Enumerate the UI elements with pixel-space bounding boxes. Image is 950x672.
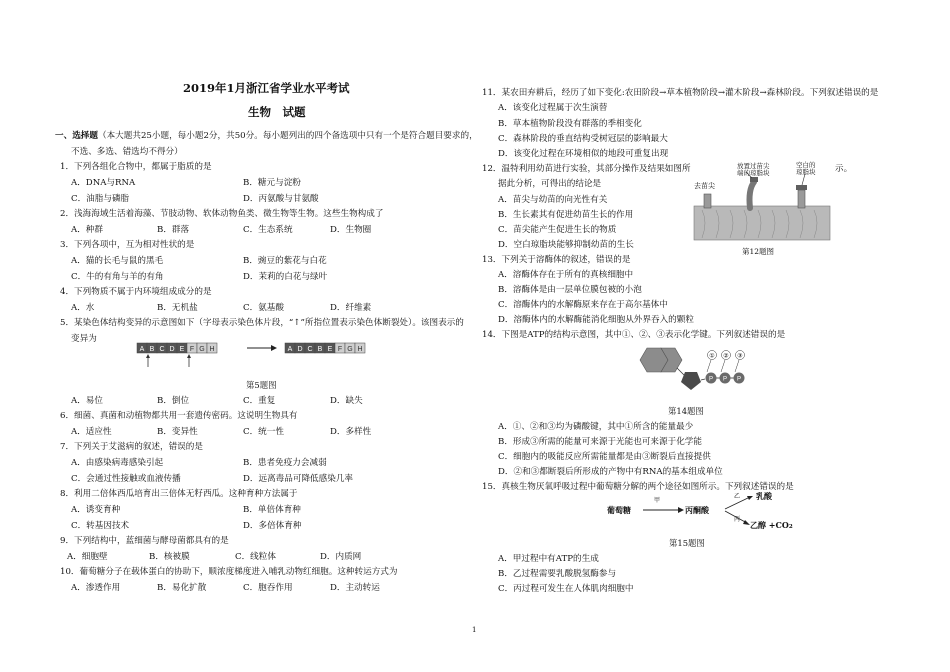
chrom-after-label-H: H (357, 346, 363, 353)
q5-stem-2: 变异为 (71, 334, 97, 344)
chrom-after-label-D: D (297, 346, 303, 353)
q10-option-b: B．易化扩散 (157, 583, 207, 593)
q13-option-c: C．溶酶体内的水解酶原来存在于高尔基体中 (498, 300, 668, 310)
q1-option-c: C．油脂与磷脂 (71, 194, 130, 204)
q2-option-a: A．种群 (71, 225, 103, 235)
q15-option-a: A．甲过程中有ATP的生成 (498, 554, 599, 564)
seedling-3 (798, 190, 805, 208)
q4-option-a: A．水 (71, 303, 95, 313)
q5-option-c: C．重复 (243, 396, 276, 406)
q7-option-a: A．由感染病毒感染引起 (71, 458, 164, 468)
label-agar-with-tip: 放置过苗尖 端的琼脂块 (737, 162, 770, 178)
label-lactic-acid: 乳酸 (756, 491, 772, 501)
page-number: 1 (472, 626, 477, 634)
q12-option-b: B．生长素其有促进幼苗生长的作用 (498, 210, 634, 220)
q3-option-b: B．豌豆的紫花与白花 (243, 256, 327, 266)
label-bing: 丙 (734, 516, 741, 523)
q7-option-b: B．患者免疫力会减弱 (243, 458, 327, 468)
transform-arrow (247, 345, 277, 351)
chrom-after-label-B: B (317, 346, 323, 353)
q8-option-a: A．诱变育种 (71, 505, 121, 515)
seedling-2 (750, 182, 755, 208)
q4-option-d: D．纤维素 (330, 303, 372, 313)
q5-option-a: A．易位 (71, 396, 103, 406)
q9-option-a: A．细胞壁 (67, 552, 108, 562)
atp-ribose (681, 372, 701, 390)
q10-option-c: C．胞吞作用 (243, 583, 293, 593)
bond-label-3: ③ (737, 352, 743, 360)
q2-option-c: C．生态系统 (243, 225, 293, 235)
q5-option-b: B．倒位 (157, 396, 190, 406)
chrom-before-label-B: B (149, 346, 155, 353)
q12-stem-end: 示。 (835, 164, 853, 174)
chrom-before-label-H: H (209, 346, 215, 353)
q11-option-a: A．该变化过程属于次生演替 (498, 103, 608, 113)
q12-caption: 第12题图 (742, 247, 775, 256)
q13-stem: 13．下列关于溶酶体的叙述，错误的是 (482, 255, 631, 265)
q14-option-a: A．①、②和③均为磷酸键，其中①所含的能量最少 (498, 422, 694, 432)
q6-option-b: B．变异性 (157, 427, 198, 437)
q12-option-a: A．苗尖与幼苗的向光性有关 (498, 195, 608, 205)
chrom-after-label-G: G (347, 346, 353, 353)
chrom-before-label-C: C (159, 346, 165, 353)
q9-option-b: B．核被膜 (149, 552, 190, 562)
label-pyruvate: 丙酮酸 (685, 505, 709, 515)
chrom-after-label-A: A (287, 346, 293, 353)
q8-stem: 8．利用二倍体西瓜培育出三倍体无籽西瓜。这种育种方法属于 (60, 489, 298, 499)
q12-option-c: C．苗尖能产生促进生长的物质 (498, 225, 617, 235)
atp-figure (625, 342, 755, 398)
section1-heading-line (55, 132, 478, 141)
q1-option-a: A．DNA与RNA (71, 178, 136, 188)
q8-option-d: D．多倍体育种 (243, 521, 302, 531)
chrom-before-label-A: A (139, 346, 145, 353)
q6-option-c: C．统一性 (243, 427, 284, 437)
section1-heading: 一、选择题 (55, 131, 98, 141)
q15-caption: 第15题图 (669, 538, 705, 548)
q4-stem: 4．下列物质不属于内环境组成成分的是 (60, 287, 212, 297)
section1-instructions: （本大题共25小题，每小题2分，共50分。每小题列出的四个备选项中只有一个是符合题目要求的， (97, 131, 478, 141)
q5-stem: 5．某染色体结构变异的示意图如下（字母表示染色体片段，“↑”所指位置表示染色体断裂处）。该图表示的 (60, 318, 464, 328)
q4-option-b: B．无机盐 (157, 303, 198, 313)
chrom-after-label-C: C (307, 346, 313, 353)
phosphate-chain (706, 351, 745, 384)
phosphate-label-1: P (708, 376, 714, 383)
q1-stem: 1．下列各组化合物中，都属于脂质的是 (60, 162, 212, 172)
phosphate-label-2: P (722, 376, 728, 383)
q7-option-c: C．会通过性接触或血液传播 (71, 474, 181, 484)
q13-option-b: B．溶酶体是由一层单位膜包被的小泡 (498, 285, 642, 295)
label-blank-agar: 空白的 琼脂块 (796, 161, 816, 177)
q5-option-d: D．缺失 (330, 396, 363, 406)
q8-option-c: C．转基因技术 (71, 521, 130, 531)
q2-option-b: B．群落 (157, 225, 190, 235)
q10-option-d: D．主动转运 (330, 583, 380, 593)
subject-title: 生物 试题 (248, 105, 306, 119)
q11-option-c: C．森林阶段的垂直结构受树冠层的影响最大 (498, 134, 668, 144)
q6-stem: 6．细菌、真菌和动植物都共用一套遗传密码。这说明生物具有 (60, 411, 298, 421)
q5-caption: 第5题图 (246, 380, 277, 390)
q9-option-d: D．内质网 (320, 552, 362, 562)
q3-option-a: A．猫的长毛与鼠的黑毛 (71, 256, 164, 266)
q6-option-a: A．适应性 (71, 427, 112, 437)
q7-stem: 7．下列关于艾滋病的叙述，错误的是 (60, 442, 203, 452)
chromosome-figure (135, 338, 395, 370)
q6-option-d: D．多样性 (330, 427, 372, 437)
chrom-before-label-E: E (179, 346, 185, 353)
chrom-before-label-G: G (199, 346, 205, 353)
q11-stem: 11．某农田弃耕后，经历了如下变化:农田阶段→草本植物阶段→灌木阶段→森林阶段。下列叙述错误的是 (482, 88, 879, 98)
q13-option-a: A．溶酶体存在于所有的真核细胞中 (498, 270, 634, 280)
q8-option-b: B．单倍体育种 (243, 505, 301, 515)
bond-label-2: ② (723, 352, 729, 360)
break-arrow-right (187, 354, 191, 367)
bond-label-1: ① (709, 352, 715, 360)
q11-option-d: D．该变化过程在环境相似的地段可重复出现 (498, 149, 669, 159)
q14-option-d: D．②和③都断裂后所形成的产物中有RNA的基本组成单位 (498, 467, 723, 477)
q11-option-b: B．草本植物阶段没有群落的季相变化 (498, 119, 642, 129)
q2-option-d: D．生物圈 (330, 225, 372, 235)
q14-caption: 第14题图 (668, 406, 704, 416)
chrom-before-label-D: D (169, 346, 175, 353)
q1-option-d: D．丙氨酸与甘氨酸 (243, 194, 319, 204)
q13-option-d: D．溶酶体内的水解酶能消化细胞从外界吞入的颗粒 (498, 315, 694, 325)
chromosome-before (137, 343, 217, 353)
chrom-before-label-F: F (189, 346, 195, 353)
q14-stem: 14．下图是ATP的结构示意图，其中①、②、③表示化学键。下列叙述错误的是 (482, 330, 786, 340)
chrom-after-label-F: F (337, 346, 343, 353)
q12-stem-2: 据此分析，可得出的结论是 (498, 179, 602, 189)
label-jia: 甲 (654, 497, 661, 504)
q9-stem: 9．下列结构中，蓝细菌与酵母菌都具有的是 (60, 536, 229, 546)
q12-option-d: D．空白琼脂块能够抑制幼苗的生长 (498, 240, 634, 250)
q4-option-c: C．氨基酸 (243, 303, 284, 313)
q2-stem: 2．浅海海域生活着海藻、节肢动物、软体动物鱼类、微生物等生物。这些生物构成了 (60, 209, 384, 219)
chrom-after-label-E: E (327, 346, 333, 353)
label-remove-tip: 去苗尖 (694, 182, 715, 190)
label-ethanol: 乙醇 +CO2 (750, 520, 793, 530)
q14-option-b: B．形成③所需的能量可来源于光能也可来源于化学能 (498, 437, 702, 447)
q7-option-d: D．远离毒品可降低感染几率 (243, 474, 354, 484)
q9-option-c: C．线粒体 (235, 552, 276, 562)
section1-instructions-2: 不选、多选、错选均不得分） (71, 147, 183, 157)
q15-stem: 15．真核生物厌氧呼吸过程中葡萄糖分解的两个途径如图所示。下列叙述错误的是 (482, 482, 794, 492)
label-yi: 乙 (734, 493, 741, 500)
q10-stem: 10．葡萄糖分子在载体蛋白的协助下，顺浓度梯度进入哺乳动物红细胞。这种转运方式为 (60, 567, 398, 577)
q15-option-c: C．丙过程可发生在人体肌肉细胞中 (498, 584, 634, 594)
phosphate-label-3: P (736, 376, 742, 383)
q3-option-d: D．茉莉的白花与绿叶 (243, 272, 328, 282)
exam-title: 2019年1月浙江省学业水平考试 (183, 81, 350, 95)
chromosome-after (285, 343, 365, 353)
respiration-arrows (607, 490, 797, 532)
q14-option-c: C．细胞内的吸能反应所需能量都是由③断裂后直接提供 (498, 452, 711, 462)
q12-stem: 12．温特利用幼苗进行实验，其部分操作及结果如图所 (482, 164, 691, 174)
q3-option-c: C．牛的有角与羊的有角 (71, 272, 164, 282)
seedling-1 (704, 194, 711, 208)
respiration-figure (607, 490, 797, 530)
label-glucose: 葡萄糖 (607, 505, 631, 515)
q1-option-b: B．糖元与淀粉 (243, 178, 301, 188)
q15-option-b: B．乙过程需要乳酸脱氢酶参与 (498, 569, 617, 579)
seedling-figure (692, 160, 832, 258)
break-arrow-left (146, 354, 150, 367)
q10-option-a: A．渗透作用 (71, 583, 121, 593)
q3-stem: 3．下列各项中，互为相对性状的是 (60, 240, 195, 250)
